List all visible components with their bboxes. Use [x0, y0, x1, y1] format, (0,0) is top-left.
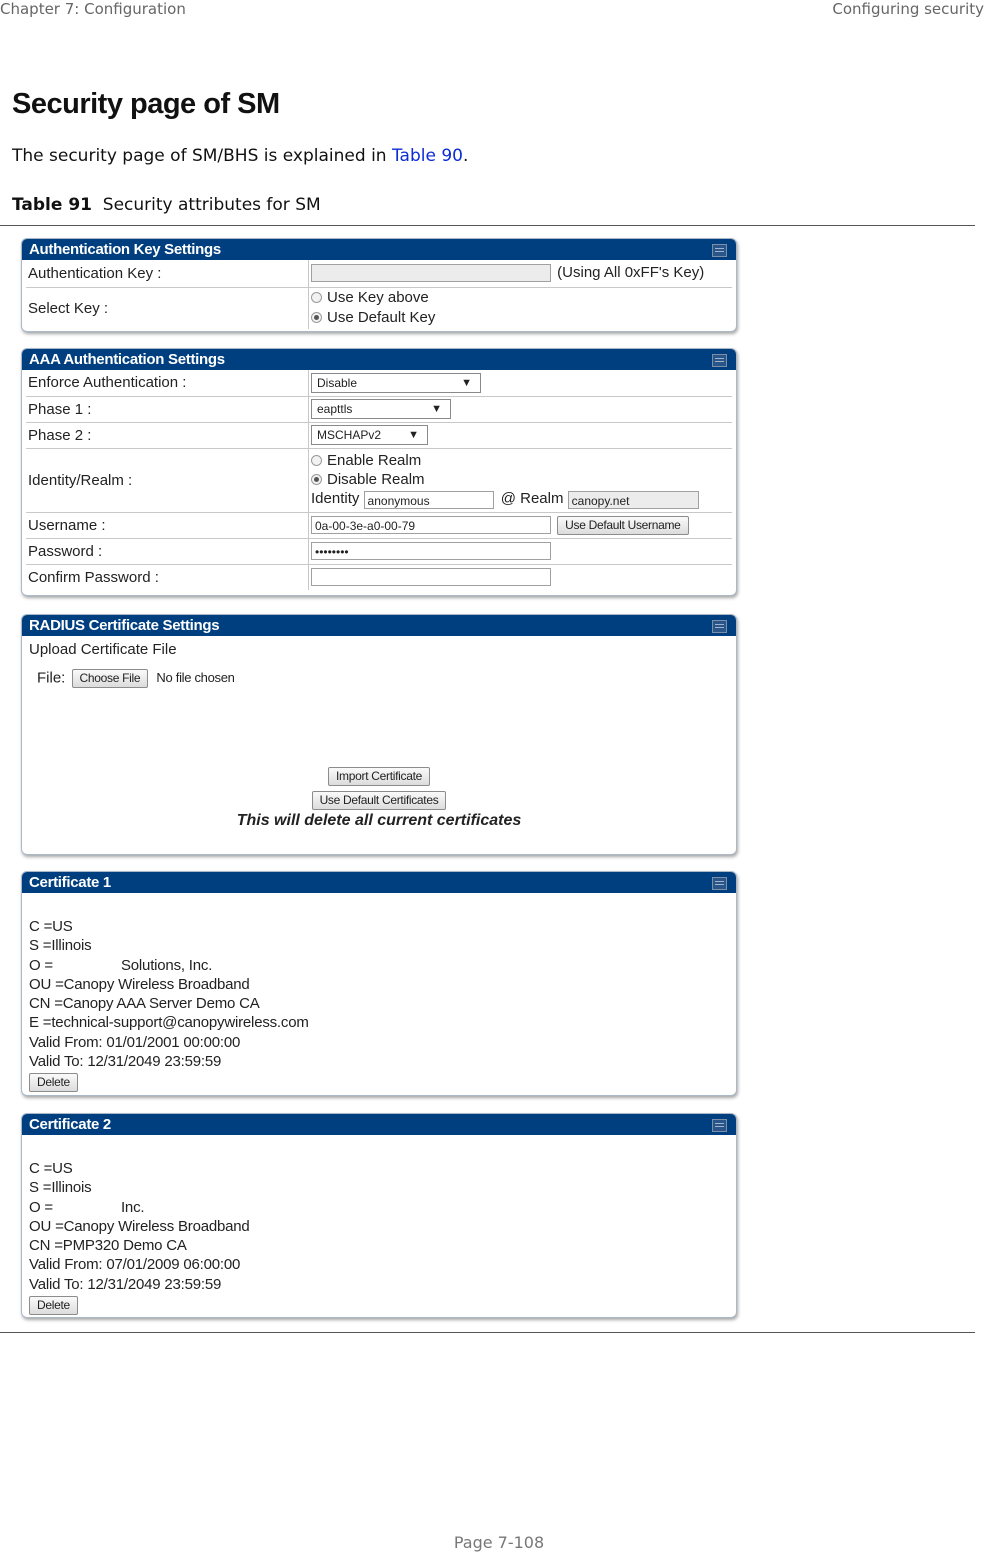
password-input[interactable]: ••••••••	[311, 542, 551, 560]
phase1-select[interactable]: eapttls ▼	[311, 399, 451, 419]
collapse-icon[interactable]	[712, 1119, 727, 1132]
certificate-1-panel	[21, 871, 737, 1096]
phase2-select[interactable]: MSCHAPv2 ▼	[311, 425, 428, 445]
auth-key-note: (Using All 0xFF's Key)	[557, 264, 705, 282]
auth-key-panel-header: Authentication Key Settings	[22, 239, 736, 260]
redaction-mask	[53, 956, 117, 970]
cert2-valid-from: Valid From: 07/01/2009 06:00:00	[29, 1256, 241, 1274]
collapse-icon[interactable]	[712, 354, 727, 367]
delete-warning-text: This will delete all current certificates	[236, 812, 522, 829]
radio-icon[interactable]	[311, 455, 322, 466]
realm-field-label: @ Realm	[500, 490, 564, 508]
radio-icon[interactable]	[311, 292, 322, 303]
radio-selected-icon[interactable]	[311, 312, 322, 323]
dropdown-arrow-icon: ▼	[431, 403, 442, 415]
select-key-label: Select Key :	[28, 299, 109, 317]
radio-enable-realm[interactable]: Enable Realm	[311, 451, 732, 470]
cert1-delete-button[interactable]: Delete	[29, 1073, 78, 1092]
aaa-panel-header: AAA Authentication Settings	[22, 349, 736, 370]
cert1-common-name: CN =Canopy AAA Server Demo CA	[29, 995, 260, 1013]
confirm-password-label: Confirm Password :	[28, 568, 159, 586]
cert1-country: C =US	[29, 918, 73, 935]
phase1-label: Phase 1 :	[26, 396, 309, 422]
username-input[interactable]: 0a-00-3e-a0-00-79	[311, 516, 551, 534]
cert2-state: S =Illinois	[29, 1179, 92, 1197]
phase2-label: Phase 2 :	[26, 422, 309, 448]
radius-panel	[21, 614, 737, 855]
file-label: File:	[37, 669, 66, 687]
dropdown-arrow-icon: ▼	[461, 376, 472, 389]
cert1-valid-from: Valid From: 01/01/2001 00:00:00	[29, 1033, 241, 1051]
radio-use-default-key[interactable]: Use Default Key	[311, 308, 732, 328]
no-file-chosen-text: No file chosen	[156, 670, 235, 686]
table-bottom-rule	[0, 1332, 975, 1333]
cert1-state: S =Illinois	[29, 937, 92, 955]
certificate-1-header: Certificate 1	[22, 872, 736, 893]
username-label: Username :	[26, 512, 309, 538]
cert1-org-unit: OU =Canopy Wireless Broadband	[29, 975, 250, 993]
auth-key-label: Authentication Key :	[26, 260, 309, 287]
enforce-auth-label: Enforce Authentication :	[26, 370, 309, 396]
cert2-common-name: CN =PMP320 Demo CA	[29, 1237, 187, 1255]
radio-disable-realm[interactable]: Disable Realm	[311, 470, 732, 489]
identity-field-label: Identity	[311, 490, 360, 508]
use-default-username-button[interactable]: Use Default Username	[557, 516, 688, 535]
import-certificate-button[interactable]: Import Certificate	[328, 767, 430, 786]
cert2-org-unit: OU =Canopy Wireless Broadband	[29, 1217, 250, 1235]
section-title: Security page of SM	[12, 88, 280, 120]
page-number: Page 7-108	[453, 1533, 545, 1552]
upload-certificate-label: Upload Certificate File	[29, 641, 177, 658]
table-top-rule	[0, 225, 975, 226]
collapse-icon[interactable]	[712, 620, 727, 633]
header-chapter: Chapter 7: Configuration	[0, 0, 186, 18]
radio-selected-icon[interactable]	[311, 474, 322, 485]
password-label: Password :	[26, 538, 309, 564]
radius-panel-header: RADIUS Certificate Settings	[22, 615, 736, 636]
table-90-link[interactable]: Table 90	[391, 146, 463, 166]
enforce-auth-select[interactable]: Disable ▼	[311, 373, 481, 393]
aaa-panel	[21, 348, 737, 596]
cert2-country: C =US	[29, 1160, 73, 1177]
certificate-2-header: Certificate 2	[22, 1114, 736, 1135]
cert1-valid-to: Valid To: 12/31/2049 23:59:59	[29, 1053, 222, 1071]
table-caption: Table 91 Security attributes for SM	[12, 195, 321, 215]
identity-realm-label: Identity/Realm :	[26, 448, 309, 512]
cert1-email: E =technical-support@canopywireless.com	[29, 1014, 309, 1032]
auth-key-input[interactable]	[311, 264, 551, 282]
confirm-password-input[interactable]	[311, 568, 551, 586]
dropdown-arrow-icon: ▼	[408, 429, 419, 441]
identity-input[interactable]: anonymous	[364, 491, 494, 509]
cert1-organization: O = Solutions, Inc.	[29, 956, 213, 974]
radio-use-key-above[interactable]: Use Key above	[311, 288, 732, 308]
certificate-2-panel	[21, 1113, 737, 1318]
collapse-icon[interactable]	[712, 244, 727, 257]
auth-key-panel	[21, 238, 737, 332]
header-section: Configuring security	[832, 0, 984, 18]
cert2-delete-button[interactable]: Delete	[29, 1296, 78, 1315]
use-default-certificates-button[interactable]: Use Default Certificates	[312, 791, 447, 810]
choose-file-button[interactable]: Choose File	[72, 669, 149, 688]
realm-input[interactable]: canopy.net	[568, 491, 699, 509]
cert2-valid-to: Valid To: 12/31/2049 23:59:59	[29, 1275, 222, 1293]
cert2-organization: O = Inc.	[29, 1198, 145, 1216]
intro-text: The security page of SM/BHS is explained in Table 90.	[12, 146, 469, 166]
redaction-mask	[53, 1198, 117, 1212]
collapse-icon[interactable]	[712, 877, 727, 890]
